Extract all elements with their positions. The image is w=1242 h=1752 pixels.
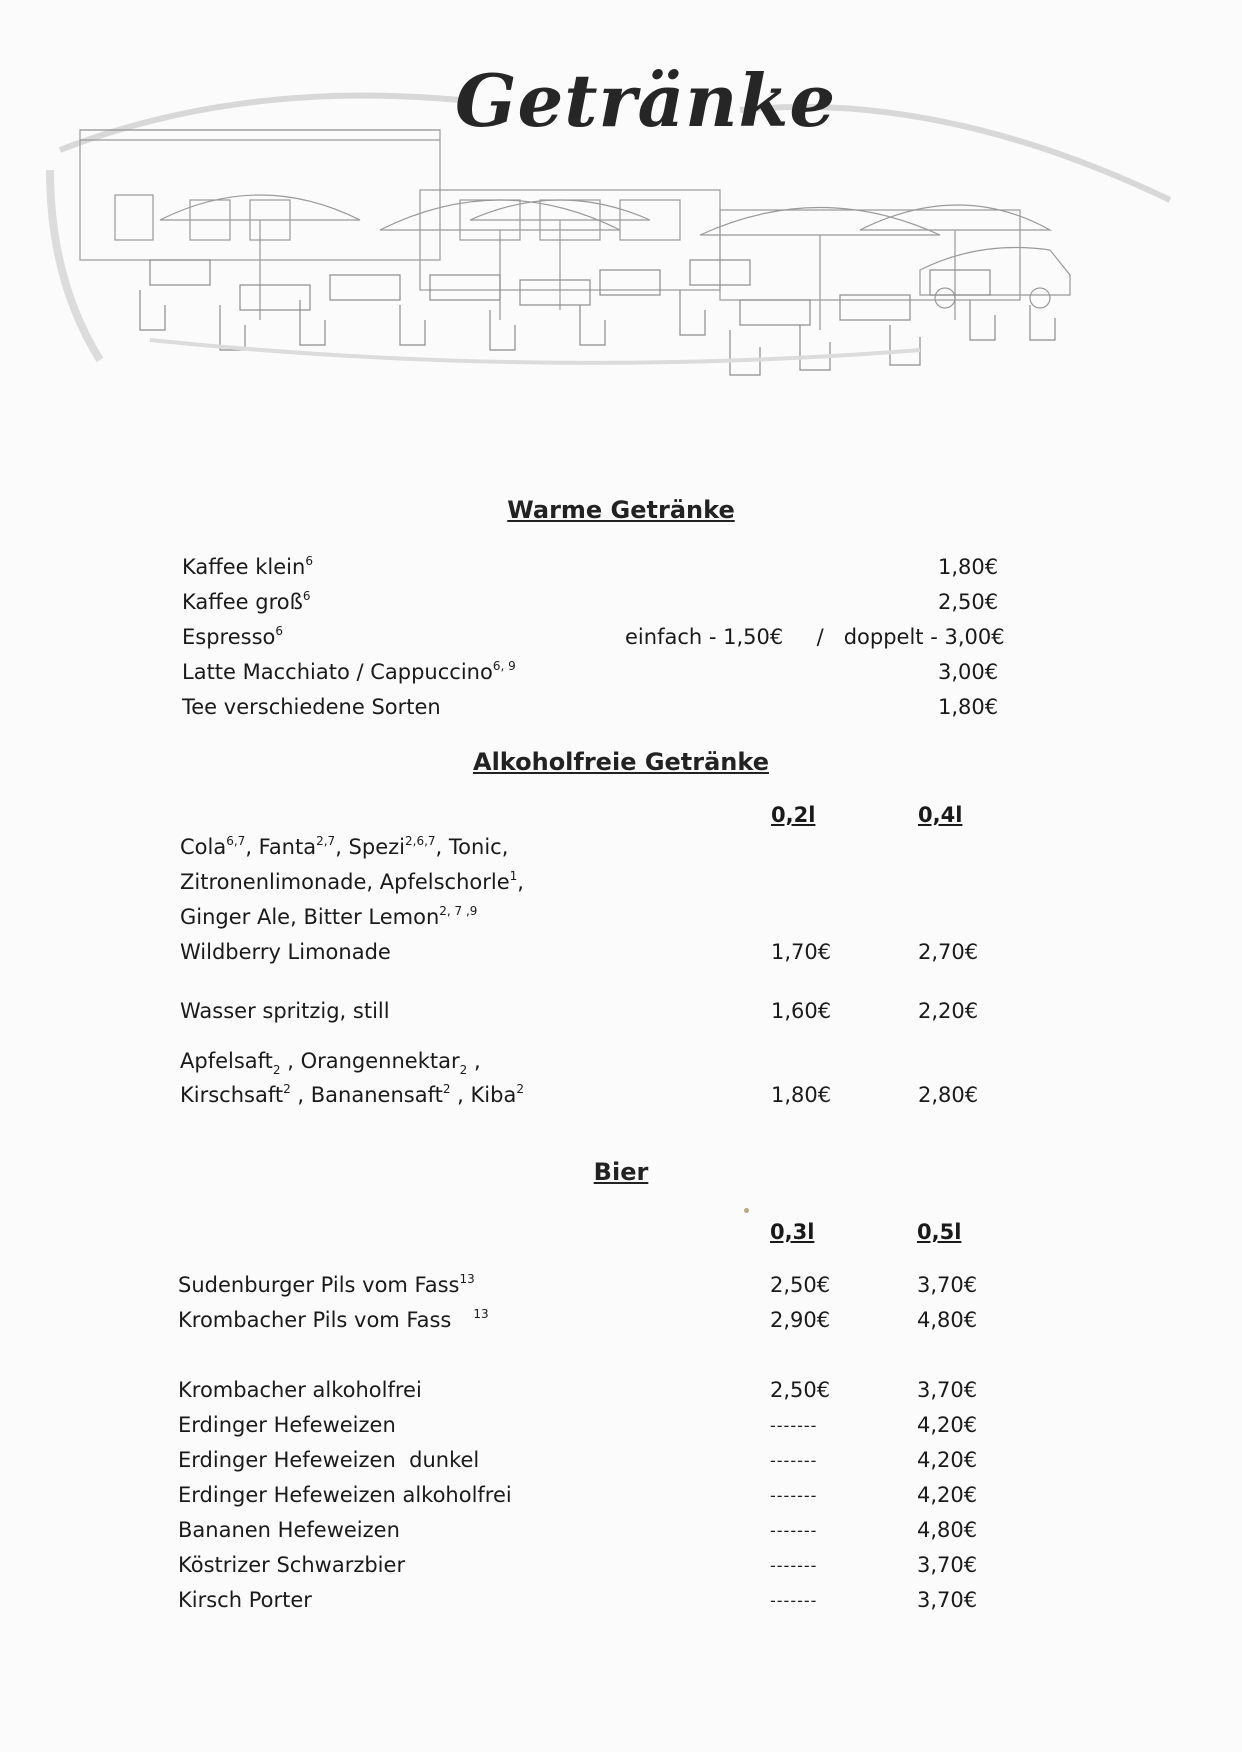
list-item xyxy=(0,940,1242,974)
item-price-large: 4,20€ xyxy=(917,1483,978,1507)
item-price-large: 3,70€ xyxy=(917,1588,978,1612)
list-item xyxy=(0,999,1242,1033)
item-price-large: 2,20€ xyxy=(918,999,979,1023)
allergen-note: 6 xyxy=(275,624,284,638)
item-name: , Bananensaft xyxy=(290,1083,443,1107)
item-name: Cola xyxy=(180,835,227,859)
allergen-note: 13 xyxy=(473,1307,489,1321)
item-price-small: 1,70€ xyxy=(771,940,832,964)
list-item xyxy=(0,1083,1242,1117)
section-title-warm: Warme Getränke xyxy=(507,496,735,524)
allergen-note: 2 xyxy=(442,1082,451,1096)
table-row xyxy=(0,1518,1242,1552)
table-row xyxy=(0,1273,1242,1307)
list-item xyxy=(0,625,1242,659)
list-item xyxy=(0,1049,1242,1083)
item-price: 1,80€ xyxy=(938,555,999,579)
item-name: Ginger Ale, Bitter Lemon xyxy=(180,905,440,929)
allergen-note: 2 xyxy=(272,1063,281,1077)
item-name: Erdinger Hefeweizen xyxy=(178,1413,396,1437)
item-name: , Orangennektar xyxy=(280,1049,460,1073)
table-row xyxy=(0,1308,1242,1342)
column-header-size-1: 0,3l xyxy=(770,1220,815,1244)
table-row xyxy=(0,1553,1242,1587)
allergen-note: 6 xyxy=(302,589,311,603)
allergen-note: 2 xyxy=(459,1063,468,1077)
allergen-note: 6 xyxy=(305,554,313,568)
column-header-size-1: 0,2l xyxy=(771,803,816,827)
paper-speck xyxy=(744,1208,749,1213)
table-row xyxy=(0,1483,1242,1517)
allergen-note: 6, 9 xyxy=(492,659,516,673)
section-title-alkoholfrei: Alkoholfreie Getränke xyxy=(473,748,769,776)
table-row xyxy=(0,1448,1242,1482)
item-name: Tee verschiedene Sorten xyxy=(182,695,441,719)
item-name: Kirschsaft xyxy=(180,1083,284,1107)
list-item xyxy=(0,695,1242,729)
item-price: 2,50€ xyxy=(938,590,999,614)
item-name: , Fanta xyxy=(245,835,317,859)
item-price-small: ------- xyxy=(770,1591,818,1610)
item-name: Krombacher Pils vom Fass xyxy=(178,1308,452,1332)
item-price-large: 2,80€ xyxy=(918,1083,979,1107)
item-name: Kaffee klein xyxy=(182,555,306,579)
list-item xyxy=(0,870,1242,904)
item-name: Wasser spritzig, still xyxy=(180,999,390,1023)
page-title: Getränke xyxy=(455,58,837,143)
item-name: Kaffee groß xyxy=(182,590,303,614)
table-row xyxy=(0,1413,1242,1447)
item-name: Wildberry Limonade xyxy=(180,940,391,964)
item-name: Erdinger Hefeweizen alkoholfrei xyxy=(178,1483,512,1507)
item-price-small: 2,90€ xyxy=(770,1308,831,1332)
item-name: Sudenburger Pils vom Fass xyxy=(178,1273,460,1297)
allergen-note: 2 xyxy=(516,1082,524,1096)
list-item xyxy=(0,835,1242,869)
allergen-note: 6,7 xyxy=(226,834,246,848)
item-name: Latte Macchiato / Cappuccino xyxy=(182,660,493,684)
item-price-large: 4,80€ xyxy=(917,1308,978,1332)
column-header-size-2: 0,4l xyxy=(918,803,963,827)
column-header-size-2: 0,5l xyxy=(917,1220,962,1244)
item-name: , xyxy=(517,870,524,894)
allergen-note: 2,6,7 xyxy=(405,834,436,848)
item-name: Erdinger Hefeweizen dunkel xyxy=(178,1448,480,1472)
item-name: Bananen Hefeweizen xyxy=(178,1518,400,1542)
item-price: 1,80€ xyxy=(938,695,999,719)
item-price-small: 1,80€ xyxy=(771,1083,832,1107)
list-item xyxy=(0,555,1242,589)
item-price-small: 2,50€ xyxy=(770,1378,831,1402)
item-price-large: 4,20€ xyxy=(917,1448,978,1472)
allergen-note: 2 xyxy=(283,1082,291,1096)
list-item xyxy=(0,660,1242,694)
table-row xyxy=(0,1588,1242,1622)
item-name: Espresso xyxy=(182,625,276,649)
item-price-small: 2,50€ xyxy=(770,1273,831,1297)
item-price-small: ------- xyxy=(770,1521,818,1540)
item-price-small: 1,60€ xyxy=(771,999,832,1023)
item-name: , Tonic, xyxy=(435,835,509,859)
item-price-small: ------- xyxy=(770,1451,818,1470)
list-item xyxy=(0,590,1242,624)
item-name: Kirsch Porter xyxy=(178,1588,312,1612)
item-price-large: 4,80€ xyxy=(917,1518,978,1542)
item-name: Zitronenlimonade, Apfelschorle xyxy=(180,870,510,894)
item-name: , Spezi xyxy=(335,835,405,859)
list-item xyxy=(0,905,1242,939)
item-name: , Kiba xyxy=(450,1083,517,1107)
item-price-large: 3,70€ xyxy=(917,1553,978,1577)
allergen-note: 1 xyxy=(509,869,518,883)
allergen-note: 2,7 xyxy=(316,834,336,848)
item-price-options: einfach - 1,50€ / doppelt - 3,00€ xyxy=(625,625,1005,649)
item-price-large: 3,70€ xyxy=(917,1273,978,1297)
allergen-note: 2, 7 ,9 xyxy=(439,904,478,918)
section-title-bier: Bier xyxy=(593,1158,649,1186)
item-price-large: 2,70€ xyxy=(918,940,979,964)
table-row xyxy=(0,1378,1242,1412)
item-name: Apfelsaft xyxy=(180,1049,273,1073)
item-name: Krombacher alkoholfrei xyxy=(178,1378,422,1402)
item-price-small: ------- xyxy=(770,1416,818,1435)
item-price-small: ------- xyxy=(770,1556,818,1575)
item-price-large: 4,20€ xyxy=(917,1413,978,1437)
allergen-note: 13 xyxy=(459,1272,475,1286)
item-price-small: ------- xyxy=(770,1486,818,1505)
item-price-large: 3,70€ xyxy=(917,1378,978,1402)
item-price: 3,00€ xyxy=(938,660,999,684)
item-name: Köstrizer Schwarzbier xyxy=(178,1553,406,1577)
item-name: , xyxy=(467,1049,481,1073)
